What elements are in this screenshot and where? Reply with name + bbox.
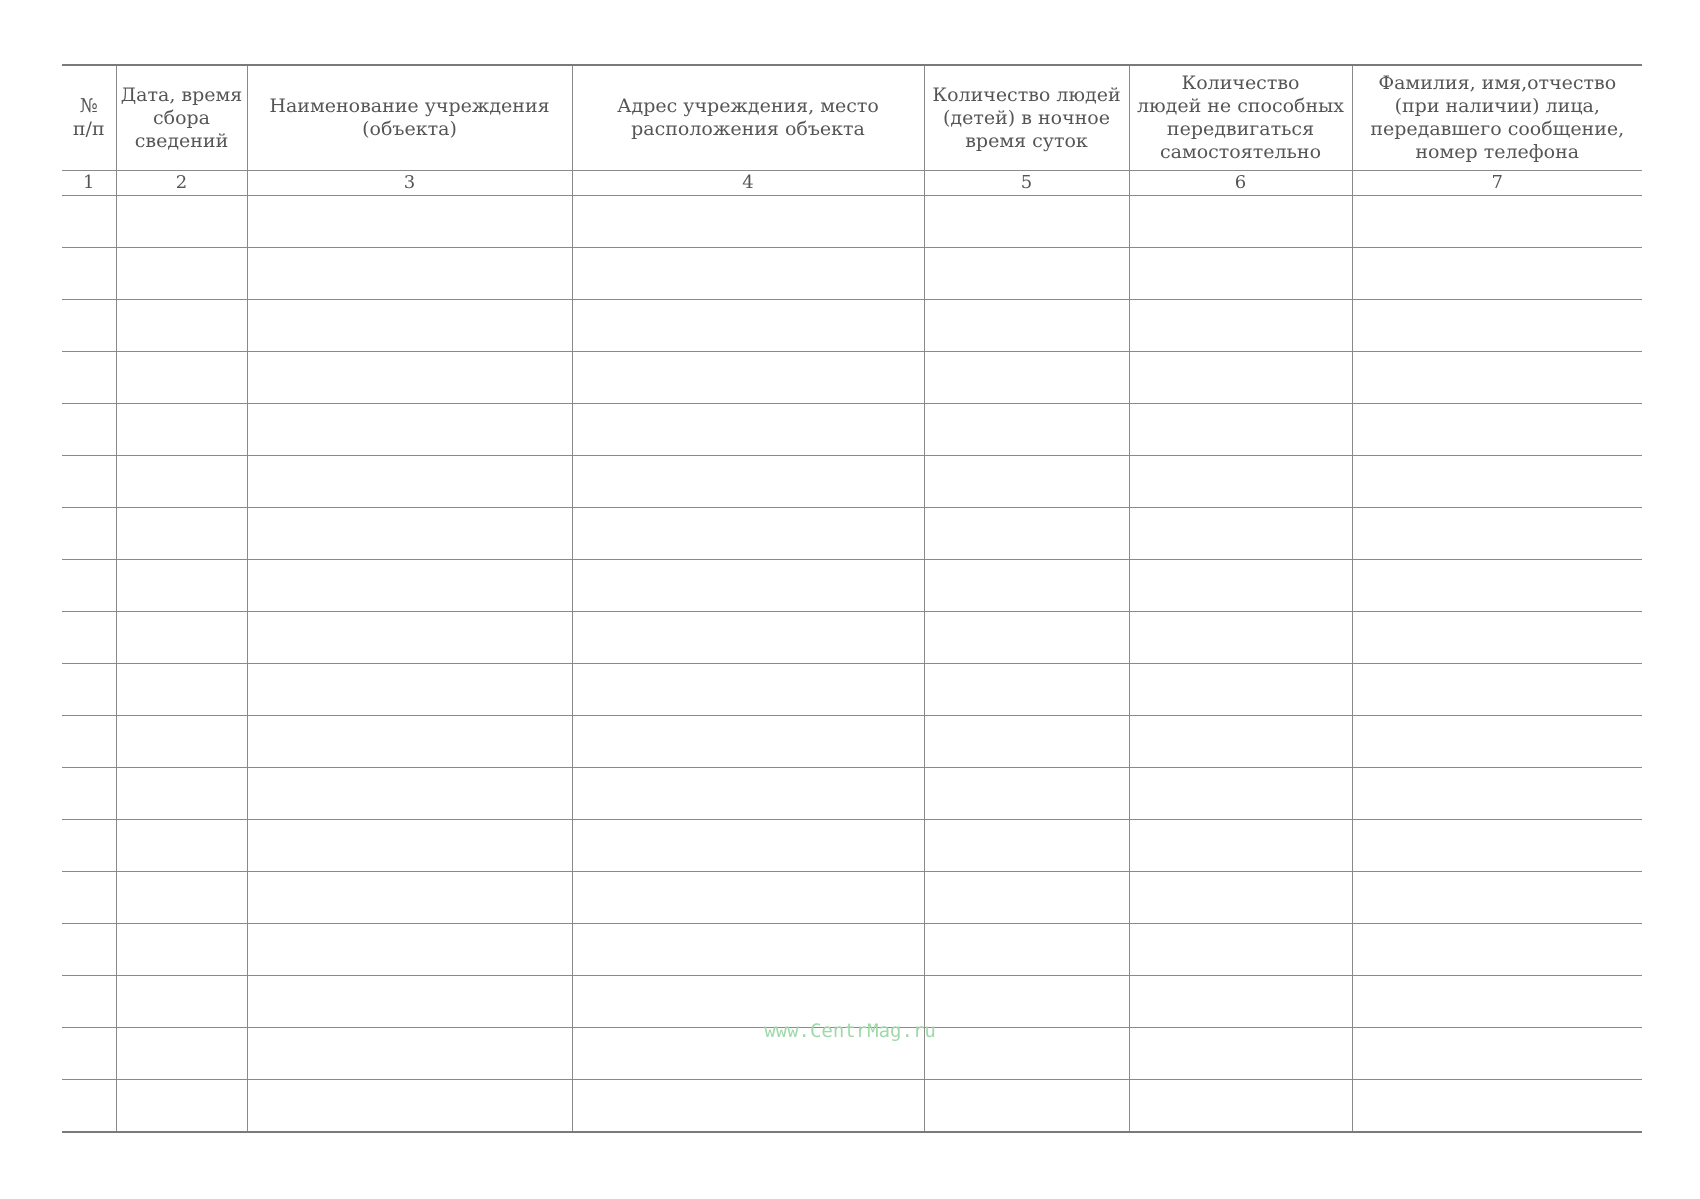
table-cell[interactable] — [247, 716, 572, 768]
table-cell[interactable] — [1352, 248, 1642, 300]
table-cell[interactable] — [572, 560, 924, 612]
table-cell[interactable] — [1352, 612, 1642, 664]
header-institution-name: Наименование учреждения (объекта) — [247, 65, 572, 171]
table-cell[interactable] — [572, 768, 924, 820]
table-cell[interactable] — [572, 716, 924, 768]
table-cell[interactable] — [1352, 560, 1642, 612]
table-cell[interactable] — [62, 196, 116, 248]
table-cell[interactable] — [1352, 404, 1642, 456]
table-cell[interactable] — [247, 248, 572, 300]
table-cell[interactable] — [1129, 456, 1352, 508]
table-cell[interactable] — [116, 664, 247, 716]
table-cell[interactable] — [572, 820, 924, 872]
header-row-number: № п/п — [62, 65, 116, 171]
table-cell[interactable] — [1129, 196, 1352, 248]
table-cell[interactable] — [116, 768, 247, 820]
table-cell[interactable] — [116, 716, 247, 768]
table-cell[interactable] — [1352, 456, 1642, 508]
table-cell[interactable] — [62, 820, 116, 872]
table-cell[interactable] — [572, 404, 924, 456]
table-cell[interactable] — [1352, 196, 1642, 248]
table-cell[interactable] — [924, 664, 1129, 716]
table-row — [62, 196, 1642, 248]
table-cell[interactable] — [116, 404, 247, 456]
table-row — [62, 768, 1642, 820]
column-number: 3 — [247, 171, 572, 196]
table-cell[interactable] — [1352, 508, 1642, 560]
register-form — [62, 64, 1642, 1133]
column-number: 7 — [1352, 171, 1642, 196]
table-cell[interactable] — [1129, 612, 1352, 664]
table-row — [62, 664, 1642, 716]
table-cell[interactable] — [62, 248, 116, 300]
table-cell[interactable] — [1352, 664, 1642, 716]
table-row — [62, 404, 1642, 456]
table-cell[interactable] — [247, 820, 572, 872]
table-cell[interactable] — [572, 196, 924, 248]
table-cell[interactable] — [572, 1080, 924, 1133]
table-cell[interactable] — [1352, 768, 1642, 820]
table-cell[interactable] — [247, 300, 572, 352]
table-cell[interactable] — [924, 924, 1129, 976]
table-cell[interactable] — [924, 508, 1129, 560]
table-cell[interactable] — [924, 248, 1129, 300]
table-cell[interactable] — [62, 716, 116, 768]
table-cell[interactable] — [247, 664, 572, 716]
column-number: 6 — [1129, 171, 1352, 196]
table-cell[interactable] — [1129, 560, 1352, 612]
table-cell[interactable] — [116, 196, 247, 248]
table-cell[interactable] — [116, 1080, 247, 1133]
header-immobile-people: Количество людей не способных передвигаться самостоятельно — [1129, 65, 1352, 171]
table-cell[interactable] — [247, 560, 572, 612]
table-cell[interactable] — [924, 196, 1129, 248]
header-reporter: Фамилия, имя,отчество (при наличии) лица, передавшего сообщение, номер телефона — [1352, 65, 1642, 171]
header-row — [62, 65, 1642, 171]
table-cell[interactable] — [1129, 404, 1352, 456]
header-address: Адрес учреждения, место расположения объекта — [572, 65, 924, 171]
table-cell[interactable] — [572, 352, 924, 404]
table-cell[interactable] — [1352, 820, 1642, 872]
table-cell[interactable] — [247, 1080, 572, 1133]
table-cell[interactable] — [572, 456, 924, 508]
table-cell[interactable] — [62, 300, 116, 352]
table-cell[interactable] — [1129, 716, 1352, 768]
table-cell[interactable] — [924, 872, 1129, 924]
column-number: 2 — [116, 171, 247, 196]
table-cell[interactable] — [924, 404, 1129, 456]
table-cell[interactable] — [116, 456, 247, 508]
table-row — [62, 1080, 1642, 1133]
table-cell[interactable] — [572, 612, 924, 664]
table-cell[interactable] — [62, 872, 116, 924]
table-cell[interactable] — [1129, 872, 1352, 924]
table-cell[interactable] — [572, 924, 924, 976]
header-date-time: Дата, время сбора сведений — [116, 65, 247, 171]
header-people-night: Количество людей (детей) в ночное время суток — [924, 65, 1129, 171]
table-cell[interactable] — [62, 456, 116, 508]
table-row — [62, 300, 1642, 352]
column-number: 5 — [924, 171, 1129, 196]
table-cell[interactable] — [1352, 1080, 1642, 1133]
table-cell[interactable] — [1129, 1080, 1352, 1133]
table-cell[interactable] — [924, 768, 1129, 820]
table-cell[interactable] — [247, 352, 572, 404]
table-cell[interactable] — [924, 612, 1129, 664]
table-cell[interactable] — [62, 352, 116, 404]
table-cell[interactable] — [1352, 872, 1642, 924]
table-cell[interactable] — [247, 924, 572, 976]
table-row — [62, 456, 1642, 508]
table-cell[interactable] — [1129, 820, 1352, 872]
table-row — [62, 820, 1642, 872]
table-cell[interactable] — [247, 612, 572, 664]
table-cell[interactable] — [1129, 352, 1352, 404]
table-cell[interactable] — [1129, 924, 1352, 976]
table-cell[interactable] — [247, 404, 572, 456]
table-cell[interactable] — [62, 768, 116, 820]
table-cell[interactable] — [247, 872, 572, 924]
table-cell[interactable] — [924, 1080, 1129, 1133]
column-number: 1 — [62, 171, 116, 196]
watermark: www.CentrMag.ru — [764, 1020, 936, 1042]
table-cell[interactable] — [572, 664, 924, 716]
table-cell[interactable] — [116, 560, 247, 612]
table-row — [62, 352, 1642, 404]
table-cell[interactable] — [247, 768, 572, 820]
table-cell[interactable] — [924, 456, 1129, 508]
table-cell[interactable] — [62, 1080, 116, 1133]
table-cell[interactable] — [62, 404, 116, 456]
table-row — [62, 924, 1642, 976]
table-cell[interactable] — [1352, 352, 1642, 404]
table-cell[interactable] — [572, 508, 924, 560]
table-cell[interactable] — [924, 560, 1129, 612]
table-row — [62, 612, 1642, 664]
table-cell[interactable] — [116, 300, 247, 352]
table-cell[interactable] — [116, 248, 247, 300]
table-cell[interactable] — [924, 300, 1129, 352]
table-cell[interactable] — [1352, 924, 1642, 976]
table-cell[interactable] — [116, 872, 247, 924]
table-cell[interactable] — [572, 872, 924, 924]
table-cell[interactable] — [116, 612, 247, 664]
table-cell[interactable] — [924, 716, 1129, 768]
table-cell[interactable] — [1129, 768, 1352, 820]
table-cell[interactable] — [116, 352, 247, 404]
table-cell[interactable] — [62, 508, 116, 560]
table-row — [62, 248, 1642, 300]
table-cell[interactable] — [62, 664, 116, 716]
table-cell[interactable] — [1352, 716, 1642, 768]
table-cell[interactable] — [247, 508, 572, 560]
table-row — [62, 716, 1642, 768]
table-body — [62, 196, 1642, 1133]
table-cell[interactable] — [572, 300, 924, 352]
register-table — [62, 64, 1642, 1133]
table-cell[interactable] — [62, 612, 116, 664]
table-cell[interactable] — [1129, 300, 1352, 352]
table-cell[interactable] — [1129, 664, 1352, 716]
table-cell[interactable] — [116, 508, 247, 560]
table-cell[interactable] — [1129, 508, 1352, 560]
table-cell[interactable] — [1129, 248, 1352, 300]
table-cell[interactable] — [247, 456, 572, 508]
table-cell[interactable] — [62, 924, 116, 976]
table-cell[interactable] — [1352, 300, 1642, 352]
table-row — [62, 508, 1642, 560]
table-cell[interactable] — [116, 820, 247, 872]
table-row — [62, 872, 1642, 924]
table-cell[interactable] — [924, 820, 1129, 872]
table-cell[interactable] — [62, 560, 116, 612]
column-number-row — [62, 171, 1642, 196]
table-cell[interactable] — [572, 248, 924, 300]
table-cell[interactable] — [924, 352, 1129, 404]
column-number: 4 — [572, 171, 924, 196]
table-cell[interactable] — [116, 924, 247, 976]
table-cell[interactable] — [247, 196, 572, 248]
table-row — [62, 560, 1642, 612]
